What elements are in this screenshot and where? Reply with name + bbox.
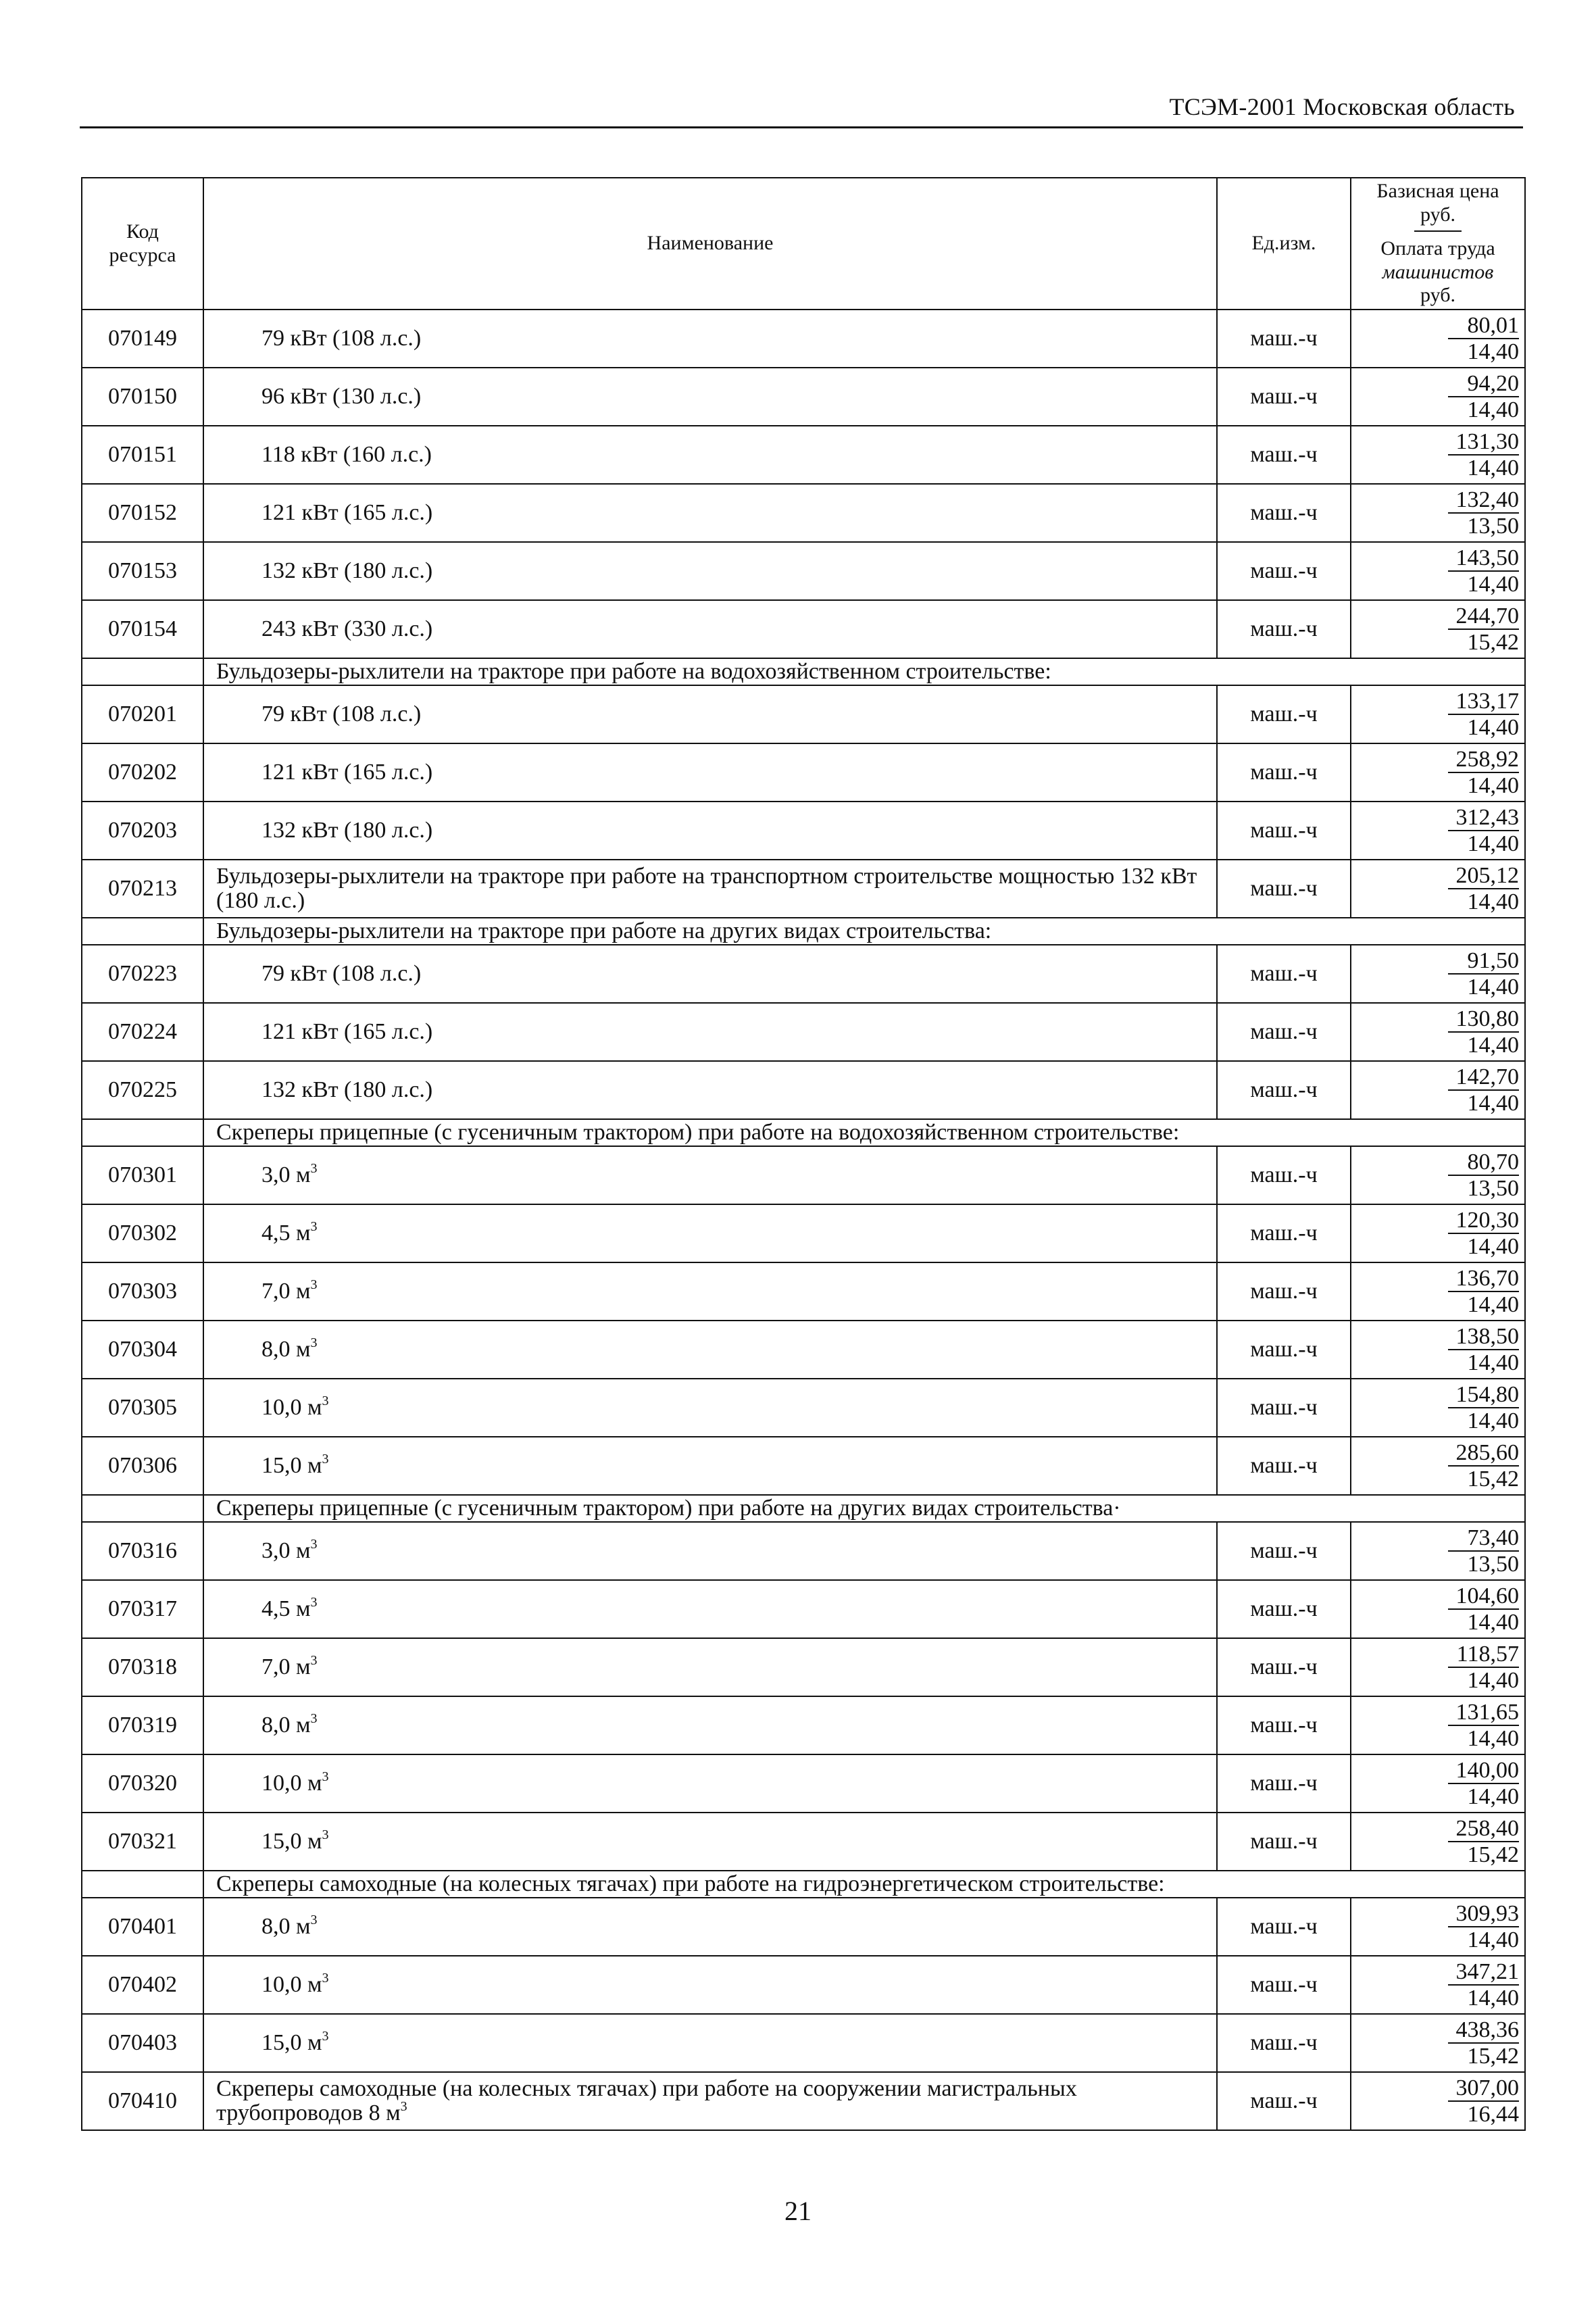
unit-of-measure: маш.-ч (1217, 1061, 1351, 1119)
resource-name: 132 кВт (180 л.с.) (261, 558, 433, 583)
resource-code: 070224 (82, 1003, 203, 1061)
resource-code: 070318 (82, 1638, 203, 1696)
resource-name: 79 кВт (108 л.с.) (261, 961, 422, 986)
section-heading: Бульдозеры-рыхлители на тракторе при работе на других видах строительства: (203, 918, 1525, 945)
resource-code: 070153 (82, 542, 203, 600)
resource-name: 121 кВт (165 л.с.) (261, 500, 433, 525)
operator-wage: 14,40 (1467, 714, 1519, 740)
operator-wage: 13,50 (1467, 513, 1519, 539)
cubic-superscript: 3 (310, 1277, 318, 1292)
base-price: 104,60 (1448, 1585, 1519, 1610)
cubic-superscript: 3 (310, 1595, 318, 1610)
resource-name: 96 кВт (130 л.с.) (261, 384, 422, 409)
resource-name: 3,0 м (261, 1162, 311, 1187)
price-cell (1351, 1638, 1525, 1696)
cubic-superscript: 3 (310, 1161, 318, 1176)
table-row (82, 1146, 1525, 1204)
price-cell (1351, 1262, 1525, 1321)
operator-wage: 14,40 (1467, 339, 1519, 364)
operator-wage: 14,40 (1467, 1725, 1519, 1751)
operator-wage: 14,40 (1467, 974, 1519, 1000)
base-price: 91,50 (1448, 950, 1519, 975)
price-cell (1351, 368, 1525, 426)
unit-of-measure: маш.-ч (1217, 1898, 1351, 1956)
resource-name: 4,5 м (261, 1221, 311, 1246)
base-price: 130,80 (1448, 1008, 1519, 1033)
unit-of-measure: маш.-ч (1217, 368, 1351, 426)
table-row (82, 1262, 1525, 1321)
resource-name-cell (203, 743, 1217, 802)
table-header-row (82, 178, 1525, 310)
resource-code: 070319 (82, 1696, 203, 1754)
unit-of-measure: маш.-ч (1217, 860, 1351, 918)
resource-name: 8,0 м (261, 1337, 311, 1362)
table-row (82, 1379, 1525, 1437)
price-cell (1351, 426, 1525, 484)
resource-code: 070303 (82, 1262, 203, 1321)
resource-code: 070306 (82, 1437, 203, 1495)
header-wage-line3: руб. (1420, 284, 1455, 307)
table-row (82, 1638, 1525, 1696)
resource-name-cell (203, 1956, 1217, 2014)
base-price: 131,30 (1448, 430, 1519, 456)
operator-wage: 14,40 (1467, 1667, 1519, 1693)
cubic-superscript: 3 (322, 1452, 329, 1467)
cubic-superscript: 3 (322, 1971, 329, 1986)
price-cell (1351, 484, 1525, 542)
resource-code: 070410 (82, 2072, 203, 2130)
section-heading-row (82, 918, 1525, 945)
operator-wage: 14,40 (1467, 1408, 1519, 1433)
resource-name: 121 кВт (165 л.с.) (261, 760, 433, 785)
base-price: 80,01 (1448, 314, 1519, 339)
base-price: 312,43 (1448, 806, 1519, 831)
resource-name-cell (203, 1638, 1217, 1696)
section-heading-row (82, 1495, 1525, 1522)
operator-wage: 14,40 (1467, 1985, 1519, 2011)
price-cell (1351, 1956, 1525, 2014)
table-row (82, 310, 1525, 368)
operator-wage: 14,40 (1467, 831, 1519, 856)
base-price: 307,00 (1448, 2077, 1519, 2102)
resource-name-cell (203, 484, 1217, 542)
resource-code: 070320 (82, 1754, 203, 1813)
table-row (82, 2014, 1525, 2072)
table-row (82, 1061, 1525, 1119)
cubic-superscript: 3 (322, 1827, 329, 1842)
resource-code: 070316 (82, 1522, 203, 1580)
section-code-cell (82, 1119, 203, 1146)
resource-name-cell (203, 1379, 1217, 1437)
resource-name-cell (203, 802, 1217, 860)
unit-of-measure: маш.-ч (1217, 1754, 1351, 1813)
header-price (1351, 178, 1525, 310)
table-row (82, 945, 1525, 1003)
table-row (82, 2072, 1525, 2130)
operator-wage: 14,40 (1467, 1032, 1519, 1058)
unit-of-measure: маш.-ч (1217, 1813, 1351, 1871)
resource-name-cell (203, 1204, 1217, 1262)
resource-name-cell (203, 542, 1217, 600)
operator-wage: 15,42 (1467, 2043, 1519, 2069)
operator-wage: 14,40 (1467, 1927, 1519, 1952)
resource-name: Скреперы самоходные (на колесных тягачах) при работе на сооружении магистральных трубопроводов 8 м (216, 2076, 1077, 2125)
cubic-superscript: 3 (310, 1335, 318, 1350)
unit-of-measure: маш.-ч (1217, 600, 1351, 658)
unit-of-measure: маш.-ч (1217, 426, 1351, 484)
operator-wage: 13,50 (1467, 1551, 1519, 1577)
resource-name: 10,0 м (261, 1395, 322, 1420)
base-price: 131,65 (1448, 1701, 1519, 1726)
base-price: 258,92 (1448, 748, 1519, 773)
resource-code: 070202 (82, 743, 203, 802)
unit-of-measure: маш.-ч (1217, 1204, 1351, 1262)
base-price: 244,70 (1448, 605, 1519, 630)
table-row (82, 1437, 1525, 1495)
resource-code: 070302 (82, 1204, 203, 1262)
resource-code: 070304 (82, 1321, 203, 1379)
base-price: 94,20 (1448, 372, 1519, 397)
header-fraction-divider (1414, 230, 1462, 232)
unit-of-measure: маш.-ч (1217, 1638, 1351, 1696)
cubic-superscript: 3 (322, 1394, 329, 1408)
table-row (82, 368, 1525, 426)
page-number: 21 (784, 2196, 812, 2226)
operator-wage: 13,50 (1467, 1175, 1519, 1201)
base-price: 132,40 (1448, 489, 1519, 514)
resource-name: 243 кВт (330 л.с.) (261, 616, 433, 641)
resource-name-cell (203, 685, 1217, 743)
resource-code: 070150 (82, 368, 203, 426)
unit-of-measure: маш.-ч (1217, 310, 1351, 368)
header-code-line2: ресурса (109, 243, 176, 266)
unit-of-measure: маш.-ч (1217, 484, 1351, 542)
resource-name-cell (203, 1813, 1217, 1871)
table-row (82, 426, 1525, 484)
unit-of-measure: маш.-ч (1217, 1321, 1351, 1379)
section-heading: Скреперы прицепные (с гусеничным трактором) при работе на водохозяйственном строительстве: (203, 1119, 1525, 1146)
resource-name: 118 кВт (160 л.с.) (261, 442, 432, 467)
table-row (82, 1003, 1525, 1061)
header-wage-line1: Оплата труда (1380, 237, 1495, 260)
unit-of-measure: маш.-ч (1217, 1379, 1351, 1437)
unit-of-measure: маш.-ч (1217, 2072, 1351, 2130)
header-code (82, 178, 203, 310)
resource-name: 3,0 м (261, 1538, 311, 1563)
table-row (82, 1956, 1525, 2014)
section-code-cell (82, 658, 203, 685)
section-heading-row (82, 1119, 1525, 1146)
resource-name: 8,0 м (261, 1713, 311, 1738)
resource-name-cell (203, 1437, 1217, 1495)
resource-code: 070401 (82, 1898, 203, 1956)
resource-code: 070149 (82, 310, 203, 368)
resource-code: 070225 (82, 1061, 203, 1119)
operator-wage: 14,40 (1467, 1350, 1519, 1375)
unit-of-measure: маш.-ч (1217, 542, 1351, 600)
base-price: 138,50 (1448, 1325, 1519, 1350)
price-cell (1351, 542, 1525, 600)
section-heading-row (82, 658, 1525, 685)
table-body (82, 310, 1525, 2130)
resource-name-cell (203, 860, 1217, 918)
resource-name-cell (203, 368, 1217, 426)
price-cell (1351, 1379, 1525, 1437)
section-code-cell (82, 1495, 203, 1522)
resource-name-cell (203, 310, 1217, 368)
operator-wage: 14,40 (1467, 1090, 1519, 1116)
base-price: 140,00 (1448, 1759, 1519, 1784)
price-cell (1351, 1003, 1525, 1061)
price-cell (1351, 945, 1525, 1003)
document-title: ТСЭМ-2001 Московская область (1169, 93, 1515, 120)
unit-of-measure: маш.-ч (1217, 1956, 1351, 2014)
price-cell (1351, 860, 1525, 918)
resource-code: 070403 (82, 2014, 203, 2072)
resource-price-table (81, 177, 1526, 2131)
resource-name: 132 кВт (180 л.с.) (261, 818, 433, 843)
resource-code: 070305 (82, 1379, 203, 1437)
resource-name-cell (203, 1003, 1217, 1061)
price-cell (1351, 1204, 1525, 1262)
resource-name: 10,0 м (261, 1771, 322, 1796)
price-cell (1351, 2014, 1525, 2072)
resource-name-cell (203, 1898, 1217, 1956)
base-price: 136,70 (1448, 1267, 1519, 1292)
page-header (80, 91, 1523, 128)
table-row (82, 685, 1525, 743)
resource-name-cell (203, 1754, 1217, 1813)
resource-name: 7,0 м (261, 1279, 311, 1304)
operator-wage: 14,40 (1467, 772, 1519, 798)
cubic-superscript: 3 (400, 2099, 407, 2114)
resource-code: 070402 (82, 1956, 203, 2014)
cubic-superscript: 3 (310, 1219, 318, 1234)
unit-of-measure: маш.-ч (1217, 1003, 1351, 1061)
resource-name: 121 кВт (165 л.с.) (261, 1019, 433, 1044)
resource-name: 8,0 м (261, 1914, 311, 1939)
price-cell (1351, 1754, 1525, 1813)
table-row (82, 600, 1525, 658)
price-cell (1351, 1146, 1525, 1204)
header-code-line1: Код (126, 220, 159, 243)
unit-of-measure: маш.-ч (1217, 743, 1351, 802)
price-cell (1351, 310, 1525, 368)
resource-name-cell (203, 1061, 1217, 1119)
resource-code: 070301 (82, 1146, 203, 1204)
price-cell (1351, 1813, 1525, 1871)
table-row (82, 1580, 1525, 1638)
resource-name: Бульдозеры-рыхлители на тракторе при работе на транспортном строительстве мощностью 132 кВт (180 л.с.) (216, 864, 1197, 913)
unit-of-measure: маш.-ч (1217, 2014, 1351, 2072)
section-code-cell (82, 918, 203, 945)
operator-wage: 14,40 (1467, 397, 1519, 422)
resource-code: 070203 (82, 802, 203, 860)
base-price: 205,12 (1448, 864, 1519, 889)
resource-name-cell (203, 1522, 1217, 1580)
resource-name-cell (203, 600, 1217, 658)
price-cell (1351, 1580, 1525, 1638)
cubic-superscript: 3 (310, 1711, 318, 1726)
resource-name-cell (203, 1696, 1217, 1754)
resource-code: 070321 (82, 1813, 203, 1871)
resource-name-cell (203, 426, 1217, 484)
price-cell (1351, 1437, 1525, 1495)
unit-of-measure: маш.-ч (1217, 802, 1351, 860)
cubic-superscript: 3 (310, 1653, 318, 1668)
operator-wage: 15,42 (1467, 1466, 1519, 1492)
header-unit: Ед.изм. (1217, 178, 1351, 310)
price-cell (1351, 2072, 1525, 2130)
base-price: 118,57 (1448, 1643, 1519, 1668)
resource-code: 070154 (82, 600, 203, 658)
resource-name: 15,0 м (261, 1453, 322, 1478)
resource-name: 10,0 м (261, 1972, 322, 1997)
base-price: 142,70 (1448, 1066, 1519, 1091)
operator-wage: 14,40 (1467, 455, 1519, 481)
section-heading-row (82, 1871, 1525, 1898)
resource-name: 132 кВт (180 л.с.) (261, 1077, 433, 1102)
base-price: 143,50 (1448, 547, 1519, 572)
unit-of-measure: маш.-ч (1217, 1146, 1351, 1204)
operator-wage: 15,42 (1467, 1842, 1519, 1867)
table-row (82, 1204, 1525, 1262)
table-row (82, 1321, 1525, 1379)
base-price: 285,60 (1448, 1442, 1519, 1467)
operator-wage: 14,40 (1467, 1783, 1519, 1809)
table-row (82, 743, 1525, 802)
base-price: 347,21 (1448, 1961, 1519, 1986)
cubic-superscript: 3 (310, 1913, 318, 1927)
header-name: Наименование (203, 178, 1217, 310)
section-code-cell (82, 1871, 203, 1898)
operator-wage: 16,44 (1467, 2101, 1519, 2127)
header-price-line1: Базисная цена (1376, 180, 1499, 203)
resource-code: 070152 (82, 484, 203, 542)
base-price: 309,93 (1448, 1902, 1519, 1927)
resource-name: 79 кВт (108 л.с.) (261, 701, 422, 727)
price-cell (1351, 1522, 1525, 1580)
resource-code: 070317 (82, 1580, 203, 1638)
resource-name-cell (203, 1580, 1217, 1638)
base-price: 154,80 (1448, 1383, 1519, 1408)
base-price: 438,36 (1448, 2019, 1519, 2044)
resource-name-cell (203, 1262, 1217, 1321)
resource-name-cell (203, 2014, 1217, 2072)
operator-wage: 14,40 (1467, 889, 1519, 914)
base-price: 133,17 (1448, 690, 1519, 715)
table-row (82, 802, 1525, 860)
resource-code: 070223 (82, 945, 203, 1003)
resource-name-cell (203, 945, 1217, 1003)
operator-wage: 14,40 (1467, 571, 1519, 597)
table-row (82, 1898, 1525, 1956)
unit-of-measure: маш.-ч (1217, 1696, 1351, 1754)
unit-of-measure: маш.-ч (1217, 1580, 1351, 1638)
table-row (82, 542, 1525, 600)
base-price: 80,70 (1448, 1151, 1519, 1176)
header-wage-line2: машинистов (1382, 260, 1494, 283)
resource-name-cell (203, 1146, 1217, 1204)
price-cell (1351, 685, 1525, 743)
resource-name: 7,0 м (261, 1654, 311, 1679)
price-cell (1351, 1321, 1525, 1379)
cubic-superscript: 3 (310, 1537, 318, 1552)
unit-of-measure: маш.-ч (1217, 945, 1351, 1003)
base-price: 73,40 (1448, 1527, 1519, 1552)
cubic-superscript: 3 (322, 1769, 329, 1784)
table-row (82, 1522, 1525, 1580)
resource-name: 79 кВт (108 л.с.) (261, 326, 422, 351)
price-cell (1351, 802, 1525, 860)
cubic-superscript: 3 (322, 2029, 329, 2044)
section-heading: Скреперы прицепные (с гусеничным трактором) при работе на других видах строительства· (203, 1495, 1525, 1522)
table-row (82, 1754, 1525, 1813)
resource-name-cell (203, 2072, 1217, 2130)
unit-of-measure: маш.-ч (1217, 685, 1351, 743)
resource-name: 15,0 м (261, 2030, 322, 2055)
resource-name: 4,5 м (261, 1596, 311, 1621)
table-row (82, 1696, 1525, 1754)
section-heading: Бульдозеры-рыхлители на тракторе при работе на водохозяйственном строительстве: (203, 658, 1525, 685)
operator-wage: 14,40 (1467, 1291, 1519, 1317)
price-cell (1351, 1696, 1525, 1754)
resource-name: 15,0 м (261, 1829, 322, 1854)
resource-code: 070213 (82, 860, 203, 918)
unit-of-measure: маш.-ч (1217, 1262, 1351, 1321)
price-cell (1351, 1898, 1525, 1956)
unit-of-measure: маш.-ч (1217, 1437, 1351, 1495)
operator-wage: 14,40 (1467, 1233, 1519, 1259)
resource-name-cell (203, 1321, 1217, 1379)
base-price: 258,40 (1448, 1817, 1519, 1842)
price-cell (1351, 600, 1525, 658)
header-price-line2: руб. (1420, 203, 1455, 226)
unit-of-measure: маш.-ч (1217, 1522, 1351, 1580)
operator-wage: 14,40 (1467, 1609, 1519, 1635)
table-row (82, 860, 1525, 918)
section-heading: Скреперы самоходные (на колесных тягачах) при работе на гидроэнергетическом строительстве: (203, 1871, 1525, 1898)
table-row (82, 484, 1525, 542)
base-price: 120,30 (1448, 1209, 1519, 1234)
price-cell (1351, 1061, 1525, 1119)
operator-wage: 15,42 (1467, 629, 1519, 655)
price-cell (1351, 743, 1525, 802)
resource-code: 070151 (82, 426, 203, 484)
table-row (82, 1813, 1525, 1871)
resource-code: 070201 (82, 685, 203, 743)
